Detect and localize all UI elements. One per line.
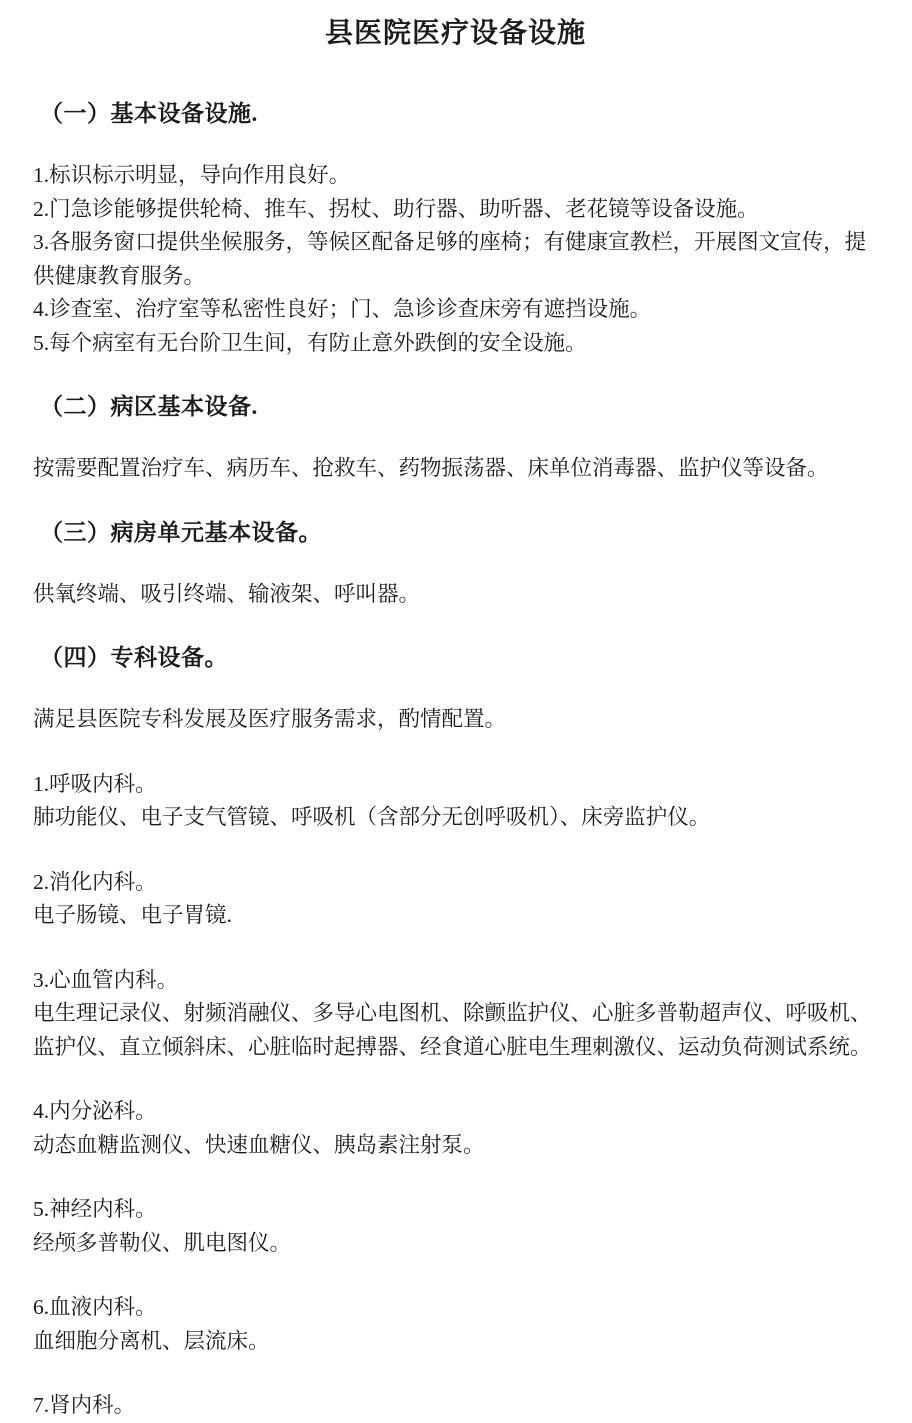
department-hematology [33, 1291, 878, 1358]
list-item: 3.各服务窗口提供坐候服务，等候区配备足够的座椅；有健康宣教栏，开展图文宣传，提供健康教育服务。 [33, 230, 867, 288]
department-cardiology [33, 964, 878, 1065]
paragraph: 供氧终端、吸引终端、输液架、呼叫器。 [33, 581, 421, 606]
department-name: 2.消化内科。 [33, 869, 157, 894]
department-name: 6.血液内科。 [33, 1295, 157, 1319]
list-item: 5.每个病室有无台阶卫生间，有防止意外跌倒的安全设施。 [33, 330, 587, 355]
list-item: 1.标识标示明显，导向作用良好。 [33, 163, 351, 187]
department-neurology [33, 1193, 878, 1260]
paragraph: 满足县医院专科发展及医疗服务需求，酌情配置。 [33, 707, 507, 731]
department-name: 3.心血管内科。 [33, 967, 179, 992]
department-respiratory [33, 768, 878, 835]
department-name: 7.肾内科。 [33, 1393, 136, 1417]
department-endocrinology [33, 1095, 878, 1162]
department-equipment: 经颅多普勒仪、肌电图仪。 [33, 1230, 292, 1255]
department-equipment: 肺功能仪、电子支气管镜、呼吸机（含部分无创呼吸机）、床旁监护仪。 [33, 805, 711, 829]
department-name: 5.神经内科。 [33, 1197, 157, 1221]
department-equipment: 电生理记录仪、射频消融仪、多导心电图机、除颤监护仪、心脏多普勒超声仪、呼吸机、监护仪、直立倾斜床、心脏临时起搏器、经食道心脏电生理刺激仪、运动负荷测试系统。 [33, 1001, 872, 1059]
paragraph: 按需要配置治疗车、病历车、抢救车、药物振荡器、床单位消毒器、监护仪等设备。 [33, 456, 829, 480]
department-name: 1.呼吸内科。 [33, 771, 157, 796]
section-heading-1: （一）基本设备设施. [40, 101, 258, 126]
section-heading-4: （四）专科设备。 [40, 645, 228, 670]
section-heading-2: （二）病区基本设备. [40, 394, 258, 419]
department-nephrology [33, 1389, 878, 1423]
list-item: 4.诊查室、治疗室等私密性良好；门、急诊诊查床旁有遮挡设施。 [33, 297, 652, 321]
department-equipment: 血细胞分离机、层流床。 [33, 1328, 270, 1353]
section-heading-3: （三）病房单元基本设备。 [40, 519, 322, 545]
document-title: 县医院医疗设备设施 [324, 18, 586, 49]
department-gastroenterology [33, 866, 878, 933]
department-equipment: 动态血糖监测仪、快速血糖仪、胰岛素注射泵。 [33, 1132, 485, 1157]
list-item: 2.门急诊能够提供轮椅、推车、拐杖、助行器、助听器、老花镜等设备设施。 [33, 196, 759, 221]
department-name: 4.内分泌科。 [33, 1099, 157, 1123]
department-equipment: 电子肠镜、电子胃镜. [33, 903, 232, 927]
